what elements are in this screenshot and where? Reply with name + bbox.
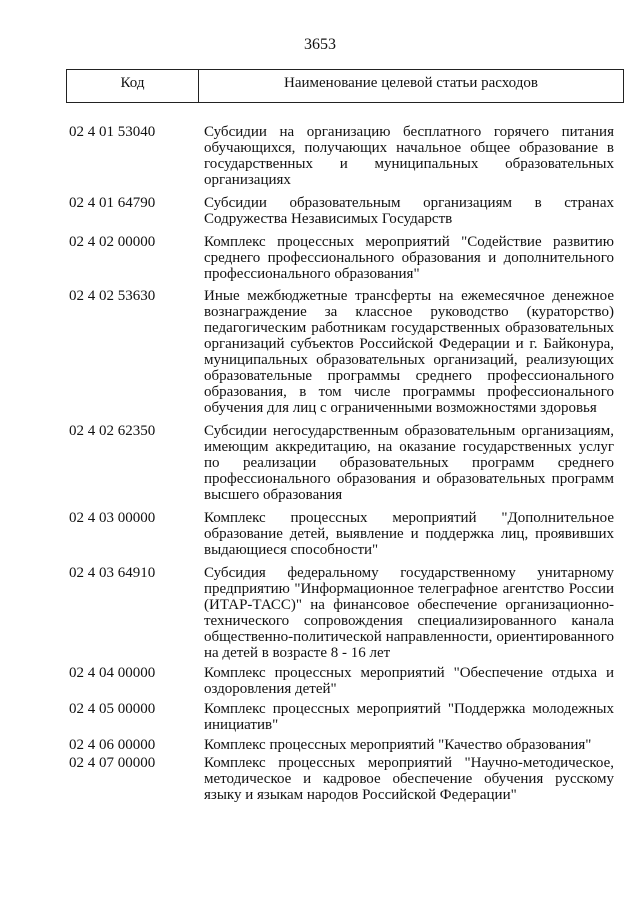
- table-row: [69, 423, 621, 503]
- table-row: [69, 737, 621, 753]
- row-name: Субсидии образовательным организациям в странах Содружества Независимых Государств: [204, 195, 614, 227]
- row-code: 02 4 07 00000: [69, 755, 156, 771]
- table-row: [69, 510, 621, 558]
- table-row: [69, 565, 621, 661]
- row-code: 02 4 03 00000: [69, 510, 156, 526]
- row-name: Субсидии на организацию бесплатного горячего питания обучающихся, получающих начальное общее образование в государственных и муниципальных образовательных организациях: [204, 124, 614, 188]
- row-name: Комплекс процессных мероприятий "Качество образования": [204, 737, 592, 753]
- column-header-name: Наименование целевой статьи расходов: [284, 75, 538, 91]
- row-name: Комплекс процессных мероприятий "Поддержка молодежных инициатив": [204, 701, 614, 733]
- row-code: 02 4 05 00000: [69, 701, 156, 717]
- row-code: 02 4 02 62350: [69, 423, 156, 439]
- row-name: Комплекс процессных мероприятий "Содействие развитию среднего профессионального образования и дополнительного профессионального образования": [204, 234, 614, 282]
- row-name: Комплекс процессных мероприятий "Обеспечение отдыха и оздоровления детей": [204, 665, 614, 697]
- row-code: 02 4 04 00000: [69, 665, 156, 681]
- page-number: 3653: [304, 36, 336, 53]
- row-name: Субсидии негосударственным образовательным организациям, имеющим аккредитацию, на оказание государственных услуг по реализации образовательных программ среднего профессионального образования и образовательных программ высшего образования: [204, 423, 614, 503]
- row-code: 02 4 01 64790: [69, 195, 156, 211]
- table-row: [69, 701, 621, 733]
- table-row: [69, 234, 621, 282]
- row-name: Субсидия федеральному государственному унитарному предприятию "Информационное телеграфное агентство России (ИТАР-ТАСС)" на финансовое обеспечение организационно-технического сопровождения специализированного канала общественно-политической направленности, ориентированного на детей в возрасте 8 - 16 лет: [204, 565, 614, 661]
- row-name: Комплекс процессных мероприятий "Научно-методическое, методическое и кадровое обеспечение обучения русскому языку и языкам народов Российской Федерации": [204, 755, 614, 803]
- table-row: [69, 288, 621, 416]
- row-code: 02 4 01 53040: [69, 124, 156, 140]
- row-code: 02 4 03 64910: [69, 565, 156, 581]
- expense-items-list: [69, 124, 621, 803]
- row-code: 02 4 06 00000: [69, 737, 156, 753]
- table-row: [69, 124, 621, 188]
- row-name: Иные межбюджетные трансферты на ежемесячное денежное вознаграждение за классное руководство (кураторство) педагогическим работникам государственных образовательных организаций субъектов Российской Федерации и г. Байконура, муниципальных образовательных организаций, реализующих образовательные программы среднего профессионального образования, в том числе программы профессионального обучения для лиц с ограниченными возможностями здоровья: [204, 288, 614, 416]
- row-code: 02 4 02 53630: [69, 288, 156, 304]
- row-code: 02 4 02 00000: [69, 234, 156, 250]
- table-row: [69, 755, 621, 803]
- column-header-code: Код: [67, 70, 199, 102]
- table-header: [66, 69, 624, 103]
- table-row: [69, 195, 621, 227]
- table-row: [69, 665, 621, 697]
- row-name: Комплекс процессных мероприятий "Дополнительное образование детей, выявление и поддержка лиц, проявивших выдающиеся способности": [204, 510, 614, 558]
